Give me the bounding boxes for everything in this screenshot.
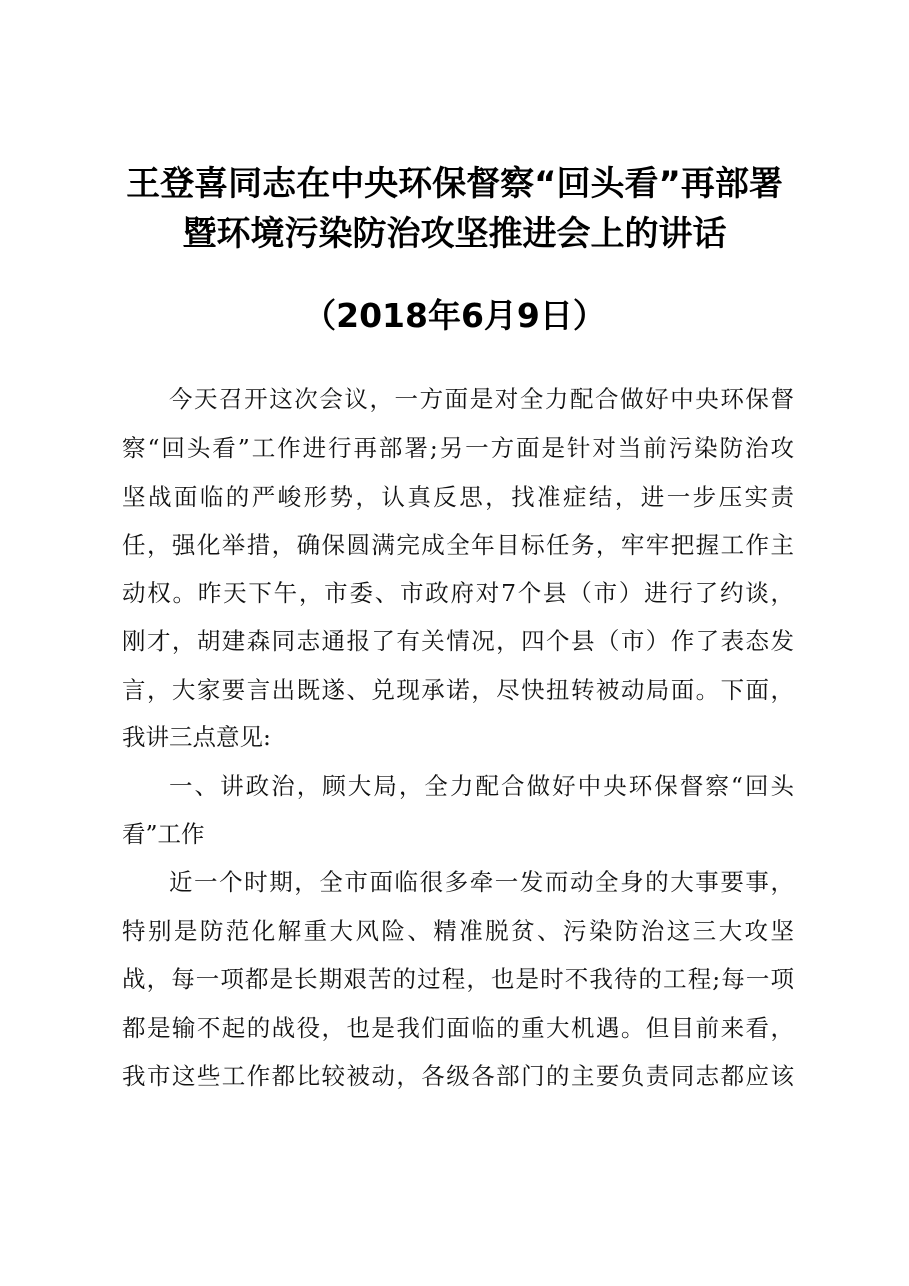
paragraph-1-line-1: 今天召开这次会议，一方面是对全力配合做好中央环保督 — [169, 385, 794, 413]
section-heading-line-2: 看”工作 — [122, 820, 205, 848]
paragraph-3-line-4: 都是输不起的战役，也是我们面临的重大机遇。但目前来看， — [122, 1014, 794, 1042]
paragraph-1-line-8: 我讲三点意见: — [122, 723, 271, 751]
paragraph-1-line-5: 动权。昨天下午，市委、市政府对7个县（市）进行了约谈， — [122, 579, 794, 607]
paragraph-3-line-1: 近一个时期，全市面临很多牵一发而动全身的大事要事， — [169, 868, 794, 896]
paragraph-1-line-4: 任，强化举措，确保圆满完成全年目标任务，牢牢把握工作主 — [122, 531, 794, 559]
section-heading-line-1: 一、讲政治，顾大局，全力配合做好中央环保督察“回头 — [169, 772, 794, 800]
paragraph-1-line-2: 察“回头看”工作进行再部署;另一方面是针对当前污染防治攻 — [122, 434, 794, 462]
document-title-line-2: 暨环境污染防治攻坚推进会上的讲话 — [182, 214, 727, 254]
document-title-line-1: 王登喜同志在中央环保督察“回头看”再部署 — [126, 164, 783, 204]
paragraph-3-line-5: 我市这些工作都比较被动，各级各部门的主要负责同志都应该 — [122, 1062, 794, 1090]
paragraph-1-line-3: 坚战面临的严峻形势，认真反思，找准症结，进一步压实责 — [122, 483, 794, 511]
paragraph-3-line-3: 战，每一项都是长期艰苦的过程，也是时不我待的工程;每一项 — [122, 965, 794, 993]
paragraph-1-line-6: 刚才，胡建森同志通报了有关情况，四个县（市）作了表态发 — [122, 627, 794, 655]
paragraph-3-line-2: 特别是防范化解重大风险、精准脱贫、污染防治这三大攻坚 — [122, 917, 794, 945]
paragraph-1-line-7: 言，大家要言出既遂、兑现承诺，尽快扭转被动局面。下面， — [122, 676, 794, 704]
document-date: （2018年6月9日） — [303, 296, 606, 335]
